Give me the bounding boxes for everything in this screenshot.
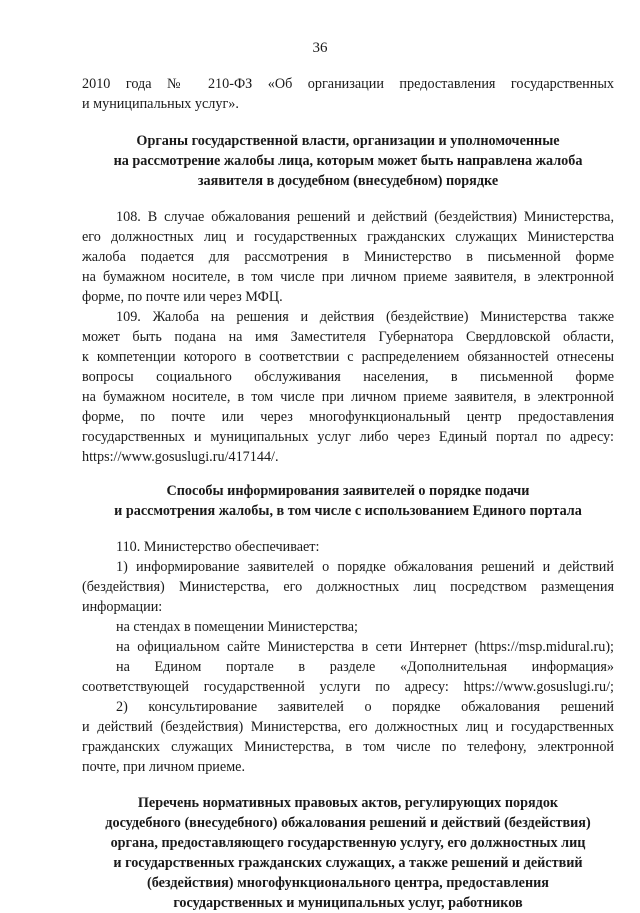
section-heading-line: Перечень нормативных правовых актов, регулирующих порядок — [137, 795, 559, 811]
paragraph-line: может быть подана на имя Заместителя Губернатора Свердловской области, — [82, 329, 614, 345]
paragraph-line: его должностных лиц и государственных гражданских служащих Министерства — [82, 229, 614, 245]
section-heading-line: и государственных гражданских служащих, а также решений и действий — [113, 855, 583, 871]
paragraph-line: соответствующей государственной услуги по адресу: https://www.gosuslugi.ru/; — [82, 679, 614, 695]
paragraph-line: государственных и муниципальных услуг либо через Единый портал по адресу: — [82, 429, 614, 445]
paragraph-line: информации: — [82, 599, 163, 615]
paragraph-line: на стендах в помещении Министерства; — [116, 619, 358, 635]
section-heading-line: государственных и муниципальных услуг, работников — [173, 895, 523, 911]
intro-line: 2010 года № 210-ФЗ «Об организации предоставления государственных — [82, 76, 614, 92]
paragraph-line: 108. В случае обжалования решений и действий (бездействия) Министерства, — [116, 209, 614, 225]
paragraph-line: 109. Жалоба на решения и действия (бездействие) Министерства также — [116, 309, 614, 325]
paragraph-line: жалоба подается для рассмотрения в Министерство в письменной форме — [82, 249, 614, 265]
paragraph-line: 1) информирование заявителей о порядке обжалования решений и действий — [116, 559, 614, 575]
paragraph-line: вопросы социального обслуживания населения, в письменной форме — [82, 369, 614, 385]
section-heading-line: (бездействия) многофункционального центра, предоставления — [147, 875, 549, 891]
section-heading-line: на рассмотрение жалобы лица, которым может быть направлена жалоба — [113, 153, 583, 169]
paragraph-line: форме, по почте или через МФЦ. — [82, 289, 283, 305]
section-heading-line: органа, предоставляющего государственную услугу, его должностных лиц — [110, 835, 586, 851]
section-heading-line: Органы государственной власти, организации и уполномоченные — [136, 133, 560, 149]
paragraph-line: на Едином портале в разделе «Дополнительная информация» — [116, 659, 614, 675]
section-heading-line: Способы информирования заявителей о порядке подачи — [166, 483, 530, 499]
paragraph-line: https://www.gosuslugi.ru/417144/. — [82, 449, 279, 465]
section-heading-line: заявителя в досудебном (внесудебном) порядке — [197, 173, 499, 189]
paragraph-line: 110. Министерство обеспечивает: — [116, 539, 320, 555]
paragraph-line: почте, при личном приеме. — [82, 759, 246, 775]
paragraph-line: и действий (бездействия) Министерства, его должностных лиц и государственных — [82, 719, 614, 735]
paragraph-line: 2) консультирование заявителей о порядке обжалования решений — [116, 699, 614, 715]
paragraph-line: к компетенции которого в соответствии с распределением обязанностей отнесены — [82, 349, 614, 365]
paragraph-line: форме, по почте или через многофункциональный центр предоставления — [82, 409, 614, 425]
paragraph-line: (бездействия) Министерства, его должностных лиц посредством размещения — [82, 579, 614, 595]
section-heading-line: досудебного (внесудебного) обжалования решений и действий (бездействия) — [105, 815, 591, 831]
page-number: 36 — [312, 40, 328, 56]
paragraph-line: гражданских служащих Министерства, в том числе по телефону, электронной — [82, 739, 614, 755]
paragraph-line: на официальном сайте Министерства в сети Интернет (https://msp.midural.ru); — [116, 639, 614, 655]
intro-line: и муниципальных услуг». — [82, 96, 239, 112]
section-heading-line: и рассмотрения жалобы, в том числе с использованием Единого портала — [114, 503, 582, 519]
paragraph-line: на бумажном носителе, в том числе при личном приеме заявителя, в электронной — [82, 389, 614, 405]
paragraph-line: на бумажном носителе, в том числе при личном приеме заявителя, в электронной — [82, 269, 614, 285]
